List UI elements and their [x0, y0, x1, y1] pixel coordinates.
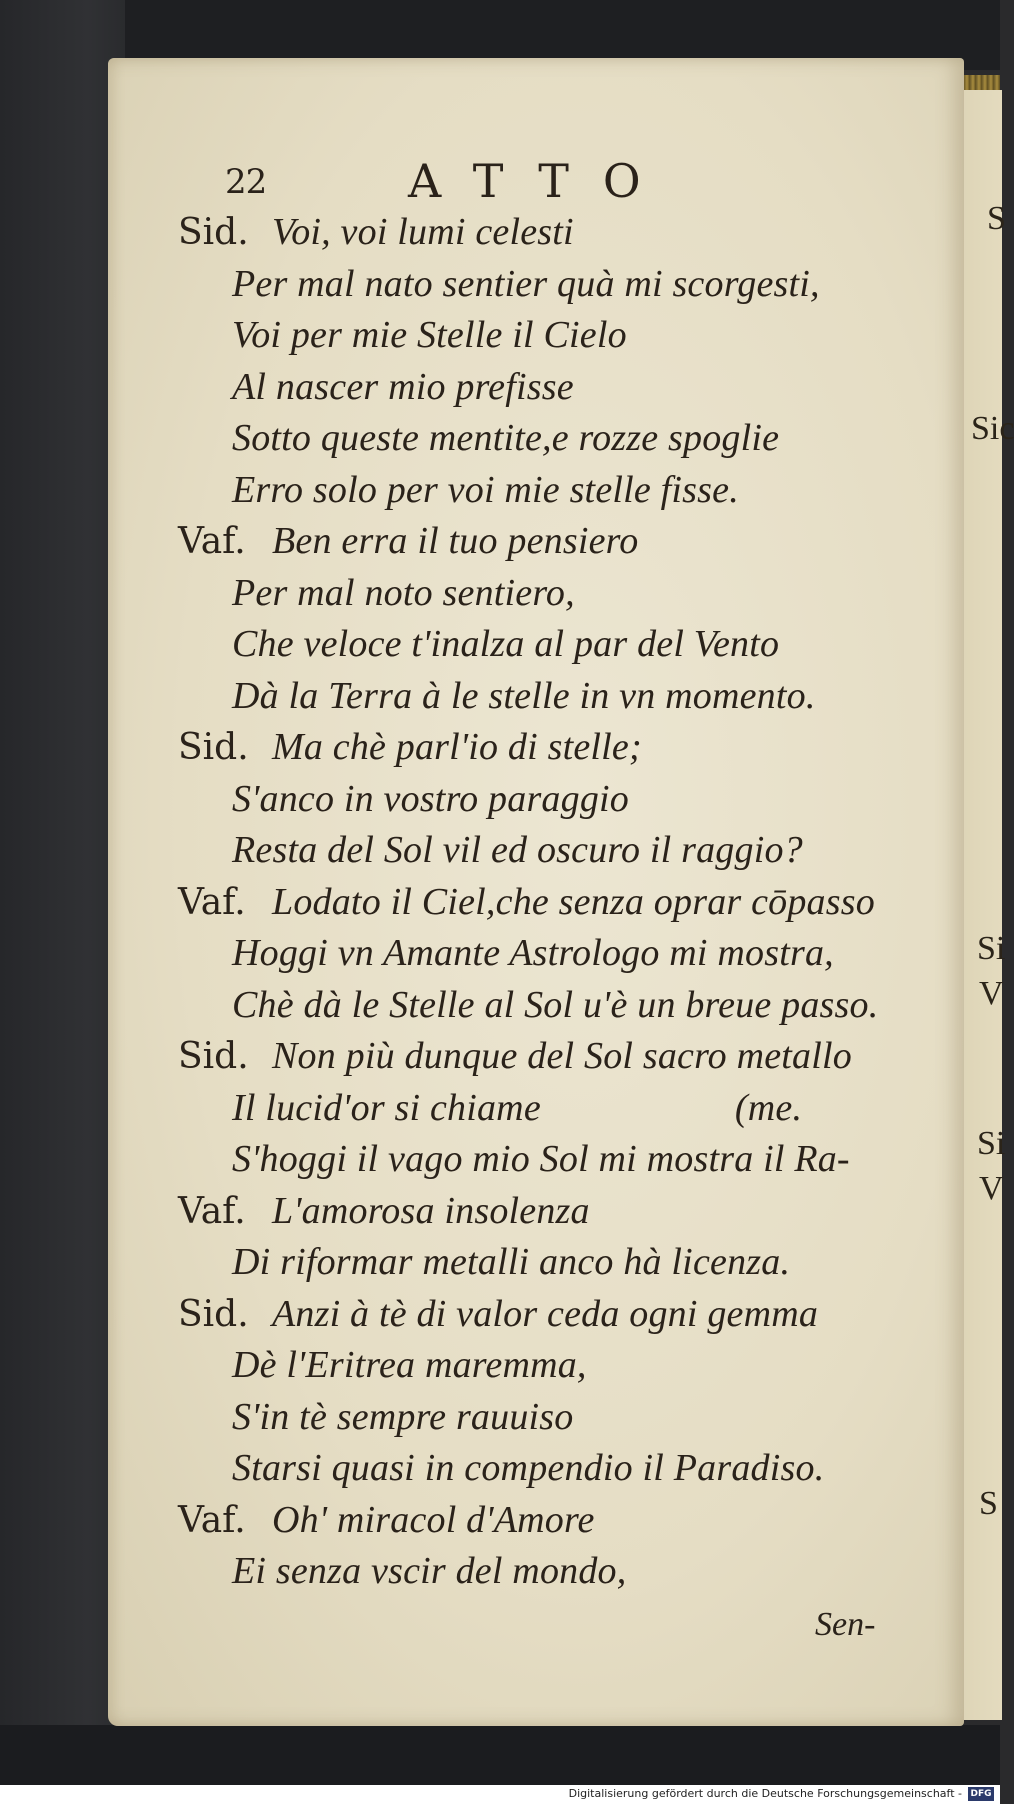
verse-line: Che veloce t'inalza al par del Vento	[232, 623, 780, 665]
verse-line: Ei senza vscir del mondo,	[232, 1550, 627, 1592]
speaker-label: Sid.	[178, 1036, 249, 1077]
verse-line: L'amorosa insolenza	[272, 1189, 590, 1232]
verse-line: Lodato il Ciel,che senza oprar cōpasso	[272, 880, 875, 923]
verse-line: Ma chè parl'io di stelle;	[272, 726, 642, 768]
next-page-fragment: V	[979, 1170, 1004, 1207]
verse-line: Al nascer mio prefisse	[232, 365, 574, 408]
speaker-label: Vaf.	[178, 521, 246, 562]
speaker-label: Vaf.	[178, 1190, 246, 1232]
verse-line: Voi, voi lumi celesti	[272, 211, 574, 253]
verse-line: Resta del Sol vil ed oscuro il raggio?	[232, 829, 803, 871]
verse-line: Il lucid'or si chiame (me.	[232, 1086, 803, 1129]
speaker-label: Sid.	[178, 727, 249, 768]
verse-line: Starsi quasi in compendio il Paradiso.	[232, 1447, 825, 1489]
speaker-label: Sid.	[178, 1293, 249, 1335]
verse-line: Di riformar metalli anco hà licenza.	[232, 1241, 791, 1283]
verse-line: Per mal nato sentier quà mi scorgesti,	[232, 262, 820, 305]
background-left	[0, 0, 125, 1804]
verse-line: Per mal noto sentiero,	[232, 571, 575, 614]
next-page-fragment: Si	[977, 930, 1006, 967]
verse-line: Voi per mie Stelle il Cielo	[232, 314, 627, 356]
verse-line: Sotto queste mentite,e rozze spoglie	[232, 417, 780, 459]
footer-text: Digitalisierung gefördert durch die Deutsche Forschungsgemeinschaft -	[568, 1787, 962, 1800]
verse-line: Ben erra il tuo pensiero	[272, 520, 639, 562]
speaker-label: Vaf.	[178, 1499, 246, 1541]
verse-line: Anzi à tè di valor ceda ogni gemma	[272, 1292, 819, 1335]
background-bottom	[0, 1725, 1000, 1785]
next-page-fragment: Si	[977, 1125, 1006, 1162]
verse-line: S'anco in vostro paraggio	[232, 777, 629, 820]
next-page-fragment: S	[979, 1485, 998, 1522]
catchword: Sen-	[815, 1606, 876, 1643]
verse-line: S'in tè sempre rauuiso	[232, 1395, 574, 1438]
verse-line: Erro solo per voi mie stelle fisse.	[232, 468, 739, 511]
running-head: ATTO	[408, 154, 675, 208]
next-page-fragment: S	[987, 200, 1006, 237]
next-page-fragment: V	[979, 975, 1004, 1012]
page-number: 22	[225, 162, 267, 202]
verse-line: S'hoggi il vago mio Sol mi mostra il Ra-	[232, 1138, 850, 1180]
next-page-fragment: Sic	[971, 410, 1014, 447]
verse-line: Hoggi vn Amante Astrologo mi mostra,	[232, 932, 834, 974]
speaker-label: Vaf.	[178, 881, 246, 923]
speaker-label: Sid.	[178, 212, 249, 253]
verse-line: Dè l'Eritrea maremma,	[232, 1344, 587, 1386]
verse-line: Chè dà le Stelle al Sol u'è un breue passo.	[232, 983, 879, 1026]
verse-line: Non più dunque del Sol sacro metallo	[272, 1035, 852, 1077]
verse-line: Dà la Terra à le stelle in vn momento.	[232, 674, 816, 717]
dfg-logo: DFG	[968, 1787, 994, 1801]
verse-line: Oh' miracol d'Amore	[272, 1498, 595, 1541]
